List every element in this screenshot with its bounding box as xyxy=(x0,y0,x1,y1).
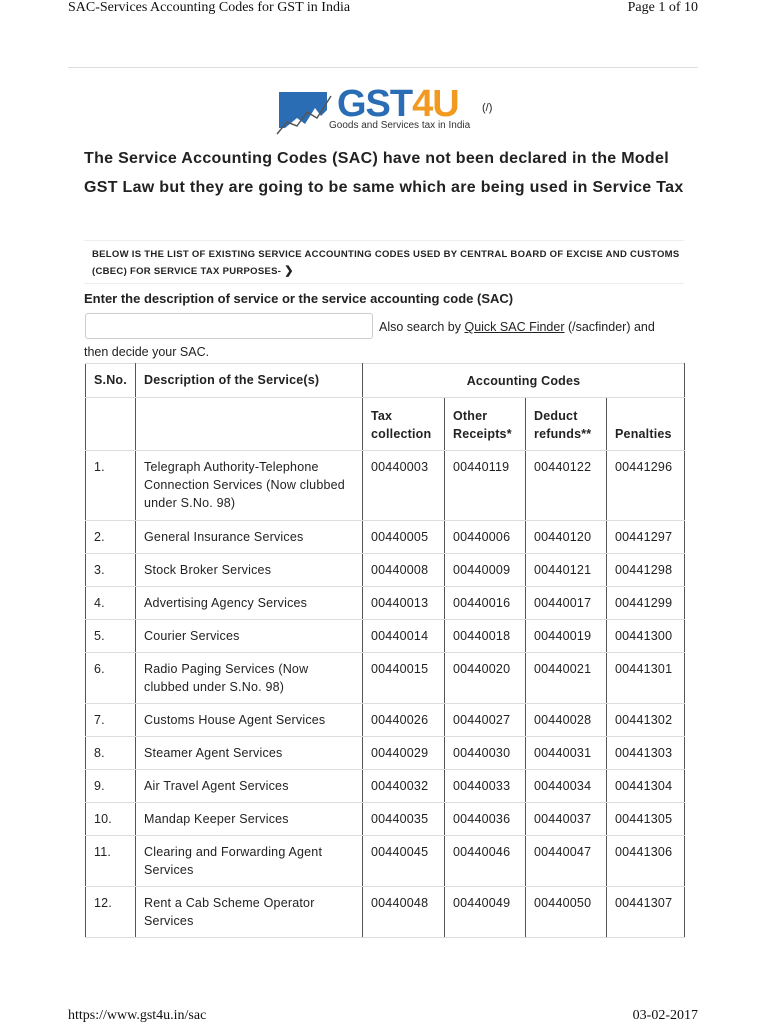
cell-description: Clearing and Forwarding Agent Services xyxy=(136,836,363,887)
cell-other-receipts: 00440046 xyxy=(445,836,526,887)
logo-accent: 4U xyxy=(412,83,459,125)
cell-description: Telegraph Authority-Telephone Connection Services (Now clubbed under S.No. 98) xyxy=(136,451,363,521)
cell-tax-collection: 00440003 xyxy=(363,451,445,521)
header-accounting-codes: Accounting Codes xyxy=(363,364,685,398)
cell-penalties: 00441306 xyxy=(607,836,685,887)
cell-deduct-refunds: 00440047 xyxy=(526,836,607,887)
table-row xyxy=(86,451,685,521)
header-sno: S.No. xyxy=(86,364,136,398)
cell-description: Radio Paging Services (Now clubbed under S.No. 98) xyxy=(136,653,363,704)
cell-penalties: 00441307 xyxy=(607,887,685,938)
then-text: then decide your SAC. xyxy=(84,345,210,359)
cell-deduct-refunds: 00440034 xyxy=(526,770,607,803)
cell-other-receipts: 00440049 xyxy=(445,887,526,938)
cell-other-receipts: 00440030 xyxy=(445,737,526,770)
cell-deduct-refunds: 00440017 xyxy=(526,587,607,620)
cell-deduct-refunds: 00440120 xyxy=(526,521,607,554)
cell-sno: 8. xyxy=(86,737,136,770)
empty-cell xyxy=(136,398,363,451)
cell-tax-collection: 00440013 xyxy=(363,587,445,620)
table-row xyxy=(86,737,685,770)
cell-sno: 5. xyxy=(86,620,136,653)
header-other-receipts: Other Receipts* xyxy=(445,398,526,451)
cell-description: General Insurance Services xyxy=(136,521,363,554)
cell-tax-collection: 00440014 xyxy=(363,620,445,653)
cell-sno: 3. xyxy=(86,554,136,587)
intro-heading: The Service Accounting Codes (SAC) have not been declared in the Model GST Law but they are going to be same which are being used in Service Tax xyxy=(84,150,684,196)
link-suffix: (/sacfinder) and xyxy=(564,320,655,334)
cell-other-receipts: 00440020 xyxy=(445,653,526,704)
cell-tax-collection: 00440045 xyxy=(363,836,445,887)
table-row xyxy=(86,653,685,704)
cell-description: Customs House Agent Services xyxy=(136,704,363,737)
cell-tax-collection: 00440029 xyxy=(363,737,445,770)
cell-other-receipts: 00440036 xyxy=(445,803,526,836)
cell-deduct-refunds: 00440019 xyxy=(526,620,607,653)
footer-date: 03-02-2017 xyxy=(632,1008,698,1023)
gst4u-logo[interactable] xyxy=(275,85,505,137)
cell-penalties: 00441305 xyxy=(607,803,685,836)
cell-description: Rent a Cab Scheme Operator Services xyxy=(136,887,363,938)
logo-tagline: Goods and Services tax in India xyxy=(329,120,471,131)
cell-description: Steamer Agent Services xyxy=(136,737,363,770)
cell-penalties: 00441301 xyxy=(607,653,685,704)
cell-penalties: 00441300 xyxy=(607,620,685,653)
cell-tax-collection: 00440048 xyxy=(363,887,445,938)
chart-logo-icon xyxy=(275,88,333,136)
also-search-text xyxy=(379,320,655,334)
also-prefix: Also search by xyxy=(379,320,465,334)
cell-deduct-refunds: 00440050 xyxy=(526,887,607,938)
cell-tax-collection: 00440035 xyxy=(363,803,445,836)
footer-url: https://www.gst4u.in/sac xyxy=(68,1008,207,1023)
table-row xyxy=(86,770,685,803)
header-description: Description of the Service(s) xyxy=(136,364,363,398)
cell-tax-collection: 00440015 xyxy=(363,653,445,704)
cell-other-receipts: 00440119 xyxy=(445,451,526,521)
page-number: Page 1 of 10 xyxy=(627,0,698,15)
cell-deduct-refunds: 00440031 xyxy=(526,737,607,770)
sac-table xyxy=(85,363,685,938)
cell-sno: 9. xyxy=(86,770,136,803)
header-deduct-refunds: Deduct refunds** xyxy=(526,398,607,451)
document-title: SAC-Services Accounting Codes for GST in India xyxy=(68,0,351,15)
cell-tax-collection: 00440005 xyxy=(363,521,445,554)
cell-other-receipts: 00440033 xyxy=(445,770,526,803)
cell-description: Mandap Keeper Services xyxy=(136,803,363,836)
divider xyxy=(68,67,698,68)
cell-other-receipts: 00440018 xyxy=(445,620,526,653)
cell-sno: 4. xyxy=(86,587,136,620)
chevron-right-icon: ❯ xyxy=(284,265,294,277)
table-row xyxy=(86,554,685,587)
cell-tax-collection: 00440026 xyxy=(363,704,445,737)
cell-description: Stock Broker Services xyxy=(136,554,363,587)
cell-deduct-refunds: 00440037 xyxy=(526,803,607,836)
cell-penalties: 00441296 xyxy=(607,451,685,521)
cell-other-receipts: 00440016 xyxy=(445,587,526,620)
cell-penalties: 00441298 xyxy=(607,554,685,587)
cell-penalties: 00441304 xyxy=(607,770,685,803)
table-row xyxy=(86,887,685,938)
cell-sno: 2. xyxy=(86,521,136,554)
cell-sno: 11. xyxy=(86,836,136,887)
cell-description: Advertising Agency Services xyxy=(136,587,363,620)
cell-tax-collection: 00440032 xyxy=(363,770,445,803)
cell-deduct-refunds: 00440028 xyxy=(526,704,607,737)
cell-other-receipts: 00440009 xyxy=(445,554,526,587)
empty-cell xyxy=(86,398,136,451)
cell-penalties: 00441299 xyxy=(607,587,685,620)
table-row xyxy=(86,803,685,836)
quick-sac-finder-link[interactable]: Quick SAC Finder xyxy=(464,320,565,334)
notice-text: BELOW IS THE LIST OF EXISTING SERVICE ACCOUNTING CODES USED BY CENTRAL BOARD OF EXCISE AND CUSTOMS (CBEC) FOR SERVICE TAX PURPOSES- xyxy=(92,249,680,277)
home-link[interactable]: (/) xyxy=(482,102,493,114)
cell-other-receipts: 00440006 xyxy=(445,521,526,554)
table-row xyxy=(86,704,685,737)
header-tax-collection: Tax collection xyxy=(363,398,445,451)
cell-deduct-refunds: 00440122 xyxy=(526,451,607,521)
cell-sno: 12. xyxy=(86,887,136,938)
cell-description: Air Travel Agent Services xyxy=(136,770,363,803)
logo-text: GST xyxy=(337,83,413,125)
cell-tax-collection: 00440008 xyxy=(363,554,445,587)
table-row xyxy=(86,836,685,887)
cell-sno: 6. xyxy=(86,653,136,704)
cell-sno: 1. xyxy=(86,451,136,521)
table-row xyxy=(86,521,685,554)
cell-other-receipts: 00440027 xyxy=(445,704,526,737)
cell-penalties: 00441302 xyxy=(607,704,685,737)
cell-deduct-refunds: 00440121 xyxy=(526,554,607,587)
sac-search-input[interactable] xyxy=(85,313,373,339)
cell-penalties: 00441297 xyxy=(607,521,685,554)
table-row xyxy=(86,587,685,620)
table-row xyxy=(86,620,685,653)
cell-sno: 10. xyxy=(86,803,136,836)
cell-deduct-refunds: 00440021 xyxy=(526,653,607,704)
cell-penalties: 00441303 xyxy=(607,737,685,770)
cell-description: Courier Services xyxy=(136,620,363,653)
search-label: Enter the description of service or the service accounting code (SAC) xyxy=(84,291,514,306)
notice-box xyxy=(84,240,684,284)
header-penalties: Penalties xyxy=(607,398,685,451)
cell-sno: 7. xyxy=(86,704,136,737)
